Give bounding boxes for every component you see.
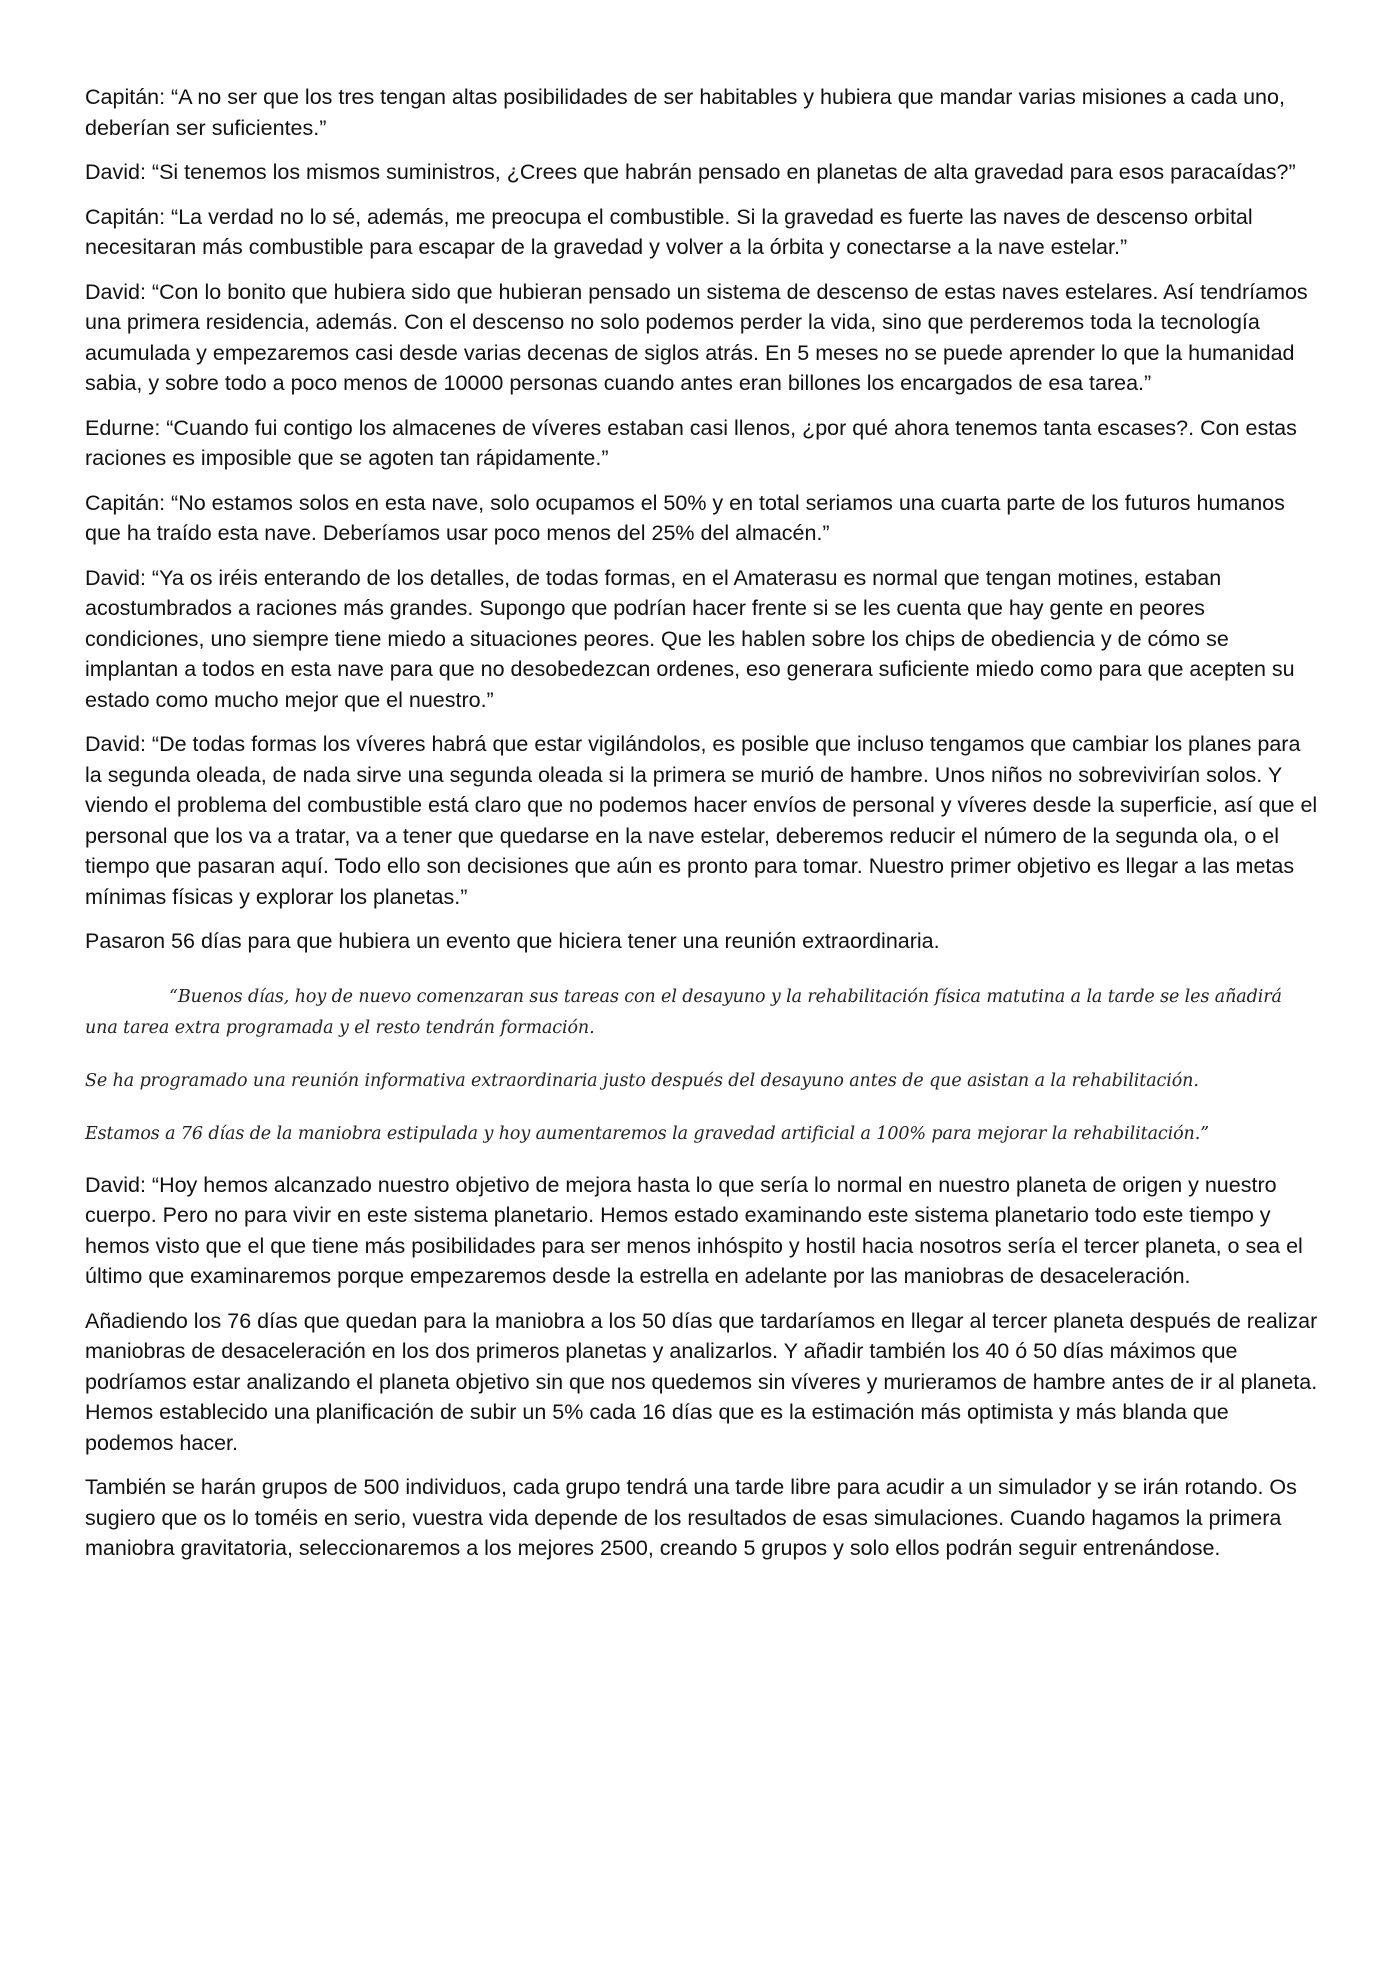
announcement-line-3: Estamos a 76 días de la maniobra estipulada y hoy aumentaremos la gravedad artificial a 100% para mejorar la rehabilitación.”: [85, 1123, 1210, 1144]
paragraph-capitan-3: Capitán: “No estamos solos en esta nave, solo ocupamos el 50% y en total seriamos una cuarta parte de los futuros humanos que ha traído esta nave. Deberíamos usar poco menos del 25% del almacén.”: [85, 490, 1285, 545]
paragraph-david-4: David: “De todas formas los víveres habrá que estar vigilándolos, es posible que incluso tengamos que cambiar los planes para la segunda oleada, de nada sirve una segunda oleada si la primera se murió de hambre. Unos niños no sobrevivirían solos. Y viendo el problema del combustible está claro que no podemos hacer envíos de personal y víveres desde la superficie, así que el personal que los va a tratar, va a tener que quedarse en la nave estelar, deberemos reducir el número de la segunda ola, o el tiempo que pasaran aquí. Todo ello son decisiones que aún es pronto para tomar. Nuestro primer objetivo es llegar a las metas mínimas físicas y explorar los planetas.”: [85, 732, 1318, 909]
paragraph-planning: Añadiendo los 76 días que quedan para la maniobra a los 50 días que tardaríamos en llegar al tercer planeta después de realizar maniobras de desaceleración en los dos primeros planetas y analizarlos. Y añadir también los 40 ó 50 días máximos que podríamos estar analizando el planeta objetivo sin que nos quedemos sin víveres y murieramos de hambre antes de ir al planeta. Hemos establecido una planificación de subir un 5% cada 16 días que es la estimación más optimista y más blanda que podemos hacer.: [85, 1308, 1318, 1455]
document-page: [85, 82, 1318, 1578]
paragraph-david-5: David: “Hoy hemos alcanzado nuestro objetivo de mejora hasta lo que sería lo normal en nuestro planeta de origen y nuestro cuerpo. Pero no para vivir en este sistema planetario. Hemos estado examinando este sistema planetario todo este tiempo y hemos visto que el que tiene más posibilidades para ser menos inhóspito y hostil hacia nosotros sería el tercer planeta, o sea el último que examinaremos porque empezaremos desde la estrella en adelante por las maniobras de desaceleración.: [85, 1172, 1303, 1288]
narration-paragraph: Pasaron 56 días para que hubiera un evento que hiciera tener una reunión extraordinaria.: [85, 929, 940, 953]
paragraph-capitan-2: Capitán: “La verdad no lo sé, además, me preocupa el combustible. Si la gravedad es fuerte las naves de descenso orbital necesitaran más combustible para escapar de la gravedad y volver a la órbita y conectarse a la nave estelar.”: [85, 204, 1253, 259]
closing-section: [85, 1170, 1318, 1564]
paragraph-david-1: David: “Si tenemos los mismos suministros, ¿Crees que habrán pensado en planetas de alta gravedad para esos paracaídas?”: [85, 160, 1296, 184]
announcement-quote: [85, 982, 1318, 1150]
paragraph-capitan-1: Capitán: “A no ser que los tres tengan altas posibilidades de ser habitables y hubiera que mandar varias misiones a cada uno, deberían ser suficientes.”: [85, 85, 1285, 140]
announcement-line-2: Se ha programado una reunión informativa extraordinaria justo después del desayuno antes de que asistan a la rehabilitación.: [85, 1070, 1199, 1091]
paragraph-groups: También se harán grupos de 500 individuos, cada grupo tendrá una tarde libre para acudir a un simulador y se irán rotando. Os sugiero que os lo toméis en serio, vuestra vida depende de los resultados de esas simulaciones. Cuando hagamos la primera maniobra gravitatoria, seleccionaremos a los mejores 2500, creando 5 grupos y solo ellos podrán seguir entrenándose.: [85, 1475, 1297, 1560]
announcement-line-1: “Buenos días, hoy de nuevo comenzaran sus tareas con el desayuno y la rehabilitación física matutina a la tarde se les añadirá una tarea extra programada y el resto tendrán formación.: [85, 986, 1282, 1038]
paragraph-david-2: David: “Con lo bonito que hubiera sido que hubieran pensado un sistema de descenso de estas naves estelares. Así tendríamos una primera residencia, además. Con el descenso no solo podemos perder la vida, sino que perderemos toda la tecnología acumulada y empezaremos casi desde varias decenas de siglos atrás. En 5 meses no se puede aprender lo que la humanidad sabia, y sobre todo a poco menos de 10000 personas cuando antes eran billones los encargados de esa tarea.”: [85, 279, 1308, 395]
paragraph-edurne-1: Edurne: “Cuando fui contigo los almacenes de víveres estaban casi llenos, ¿por qué ahora tenemos tanta escases?. Con estas raciones es imposible que se agoten tan rápidamente.”: [85, 415, 1297, 470]
paragraph-david-3: David: “Ya os iréis enterando de los detalles, de todas formas, en el Amaterasu es normal que tengan motines, estaban acostumbrados a raciones más grandes. Supongo que podrían hacer frente si se les cuenta que hay gente en peores condiciones, uno siempre tiene miedo a situaciones peores. Que les hablen sobre los chips de obediencia y de cómo se implantan a todos en esta nave para que no desobedezcan ordenes, eso generara suficiente miedo como para que acepten su estado como mucho mejor que el nuestro.”: [85, 565, 1295, 712]
